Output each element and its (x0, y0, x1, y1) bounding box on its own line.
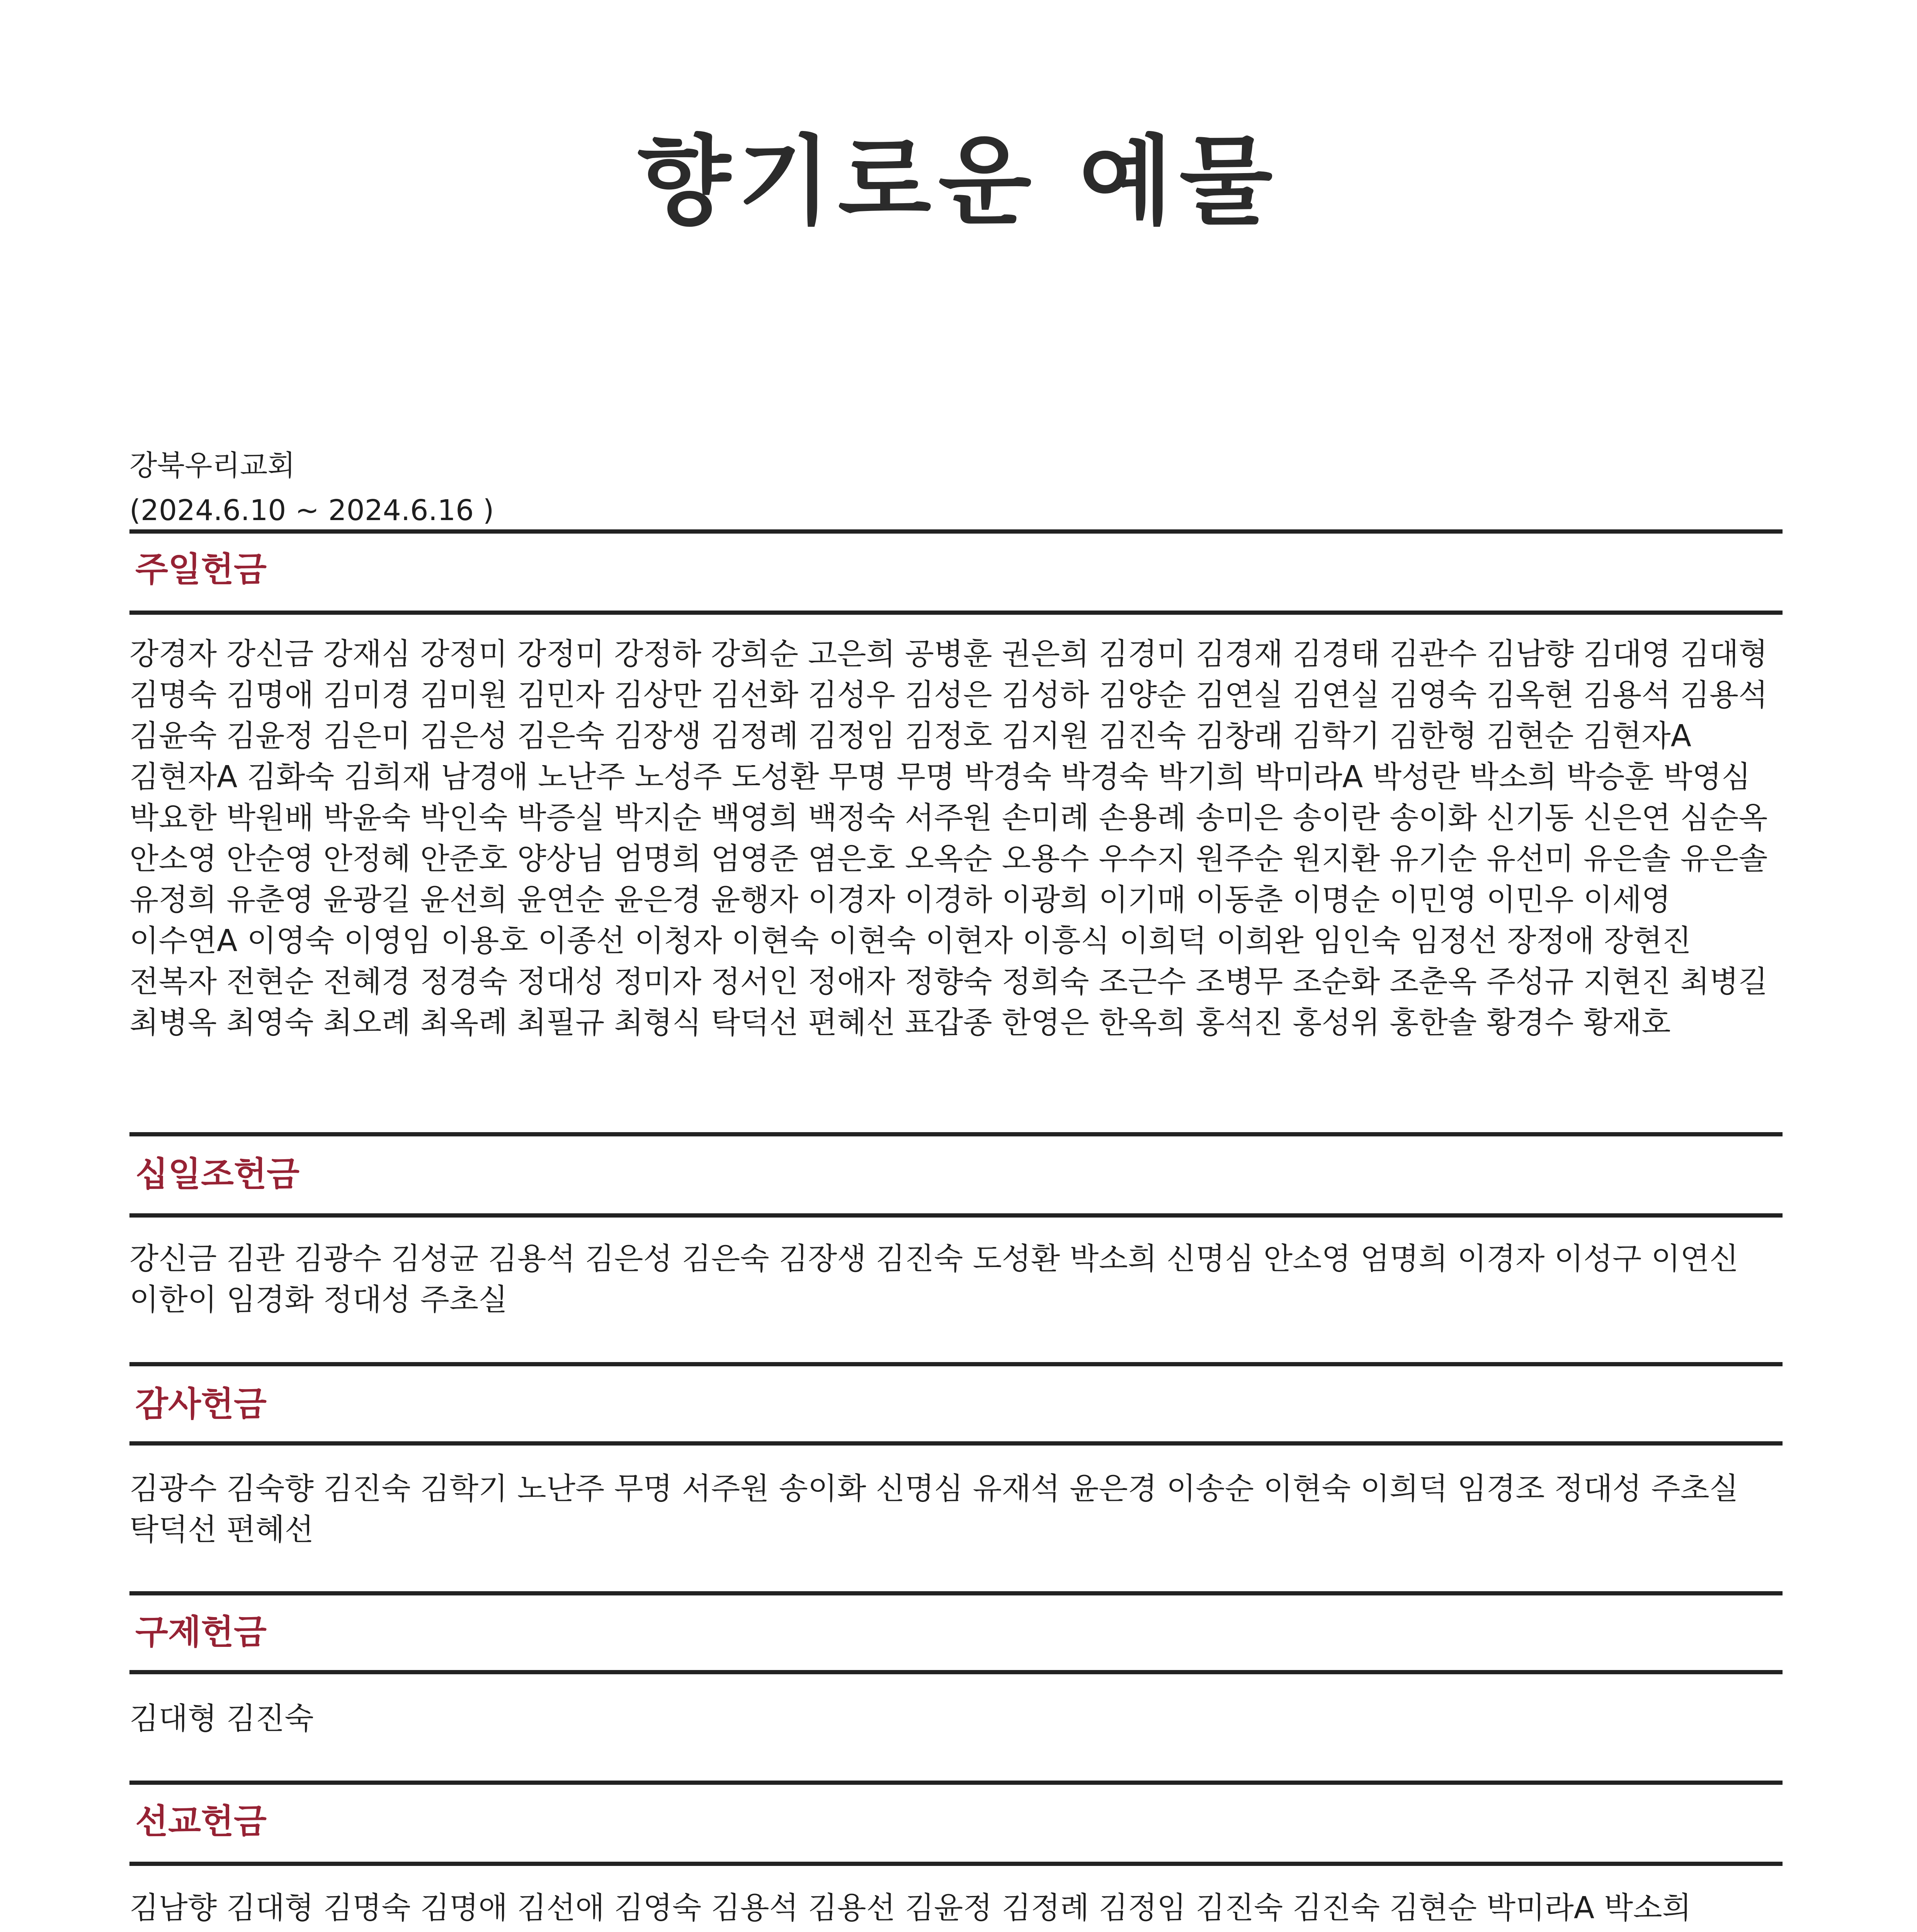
section-divider (129, 1132, 1783, 1136)
section-title-relief: 구제헌금 (135, 1612, 267, 1652)
thanksgiving-names: 김광수 김숙향 김진숙 김학기 노난주 무명 서주원 송이화 신명심 유재석 윤은경 이송순 이현숙 이희덕 임경조 정대성 주초실 탁덕선 편혜선 (129, 1471, 1739, 1547)
section-title-thanksgiving: 감사헌금 (135, 1384, 267, 1424)
section-divider (129, 1213, 1783, 1218)
section-divider (129, 1670, 1783, 1674)
section-title-tithe: 십일조헌금 (135, 1154, 300, 1194)
section-title-sunday-offering: 주일헌금 (135, 549, 267, 589)
section-divider (129, 529, 1783, 534)
mission-names: 김남향 김대형 김명숙 김명애 김선애 김영숙 김용석 김용선 김윤정 김정례 김정임 김진숙 김진숙 김현순 박미라A 박소희 (129, 1891, 1691, 1925)
section-divider (129, 1362, 1783, 1366)
section-divider (129, 611, 1783, 615)
date-range: (2024.6.10 ~ 2024.6.16 ) (129, 494, 494, 527)
section-divider (129, 1781, 1783, 1785)
section-title-mission: 선교헌금 (135, 1801, 267, 1841)
tithe-names: 강신금 김관 김광수 김성균 김용석 김은성 김은숙 김장생 김진숙 도성환 박소희 신명심 안소영 엄명희 이경자 이성구 이연신 이한이 임경화 정대성 주초실 (129, 1242, 1739, 1317)
sunday-offering-names: 강경자 강신금 강재심 강정미 강정미 강정하 강희순 고은희 공병훈 권은희 김경미 김경재 김경태 김관수 김남향 김대영 김대형 김명숙 김명애 김미경 김미원 김민자 김상만 김선화 김성우 김성은 김성하 김양순 김연실 김연실 김영숙 김옥현 김용석 김용석 김윤숙 김윤정 김은미 김은성 김은숙 김장생 김정례 김정임 김정호 김지원 김진숙 김창래 김학기 김한형 김현순 김현자A 김현자A 김화숙 김희재 남경애 노난주 노성주 도성환 무명 무명 박경숙 박경숙 박기희 박미라A 박성란 박소희 박승훈 박영심 박요한 박원배 박윤숙 박인숙 박증실 박지순 백영희 백정숙 서주원 손미례 손용례 송미은 송이란 송이화 신기동 신은연 심순옥 안소영 안순영 안정혜 안준호 양상님 엄명희 엄영준 염은호 오옥순 오용수 우수지 원주순 원지환 유기순 유선미 유은솔 유은솔 유정희 유춘영 윤광길 윤선희 윤연순 윤은경 윤행자 이경자 이경하 이광희 이기매 이동춘 이명순 이민영 이민우 이세영 이수연A 이영숙 이영임 이용호 이종선 이청자 이현숙 이현숙 이현자 이흥식 이희덕 이희완 임인숙 임정선 장정애 장현진 전복자 전현순 전혜경 정경숙 정대성 정미자 정서인 정애자 정향숙 정희숙 조근수 조병무 조순화 조춘옥 주성규 지현진 최병길 최병옥 최영숙 최오례 최옥례 최필규 최형식 탁덕선 편혜선 표갑종 한영은 한옥희 홍석진 홍성위 홍한솔 황경수 황재호 (129, 637, 1768, 1040)
section-divider (129, 1441, 1783, 1446)
page-title: 향기로운 예물 (637, 125, 1280, 238)
church-name: 강북우리교회 (129, 449, 295, 482)
section-divider (129, 1591, 1783, 1595)
relief-names: 김대형 김진숙 (129, 1701, 314, 1736)
section-divider (129, 1862, 1783, 1866)
